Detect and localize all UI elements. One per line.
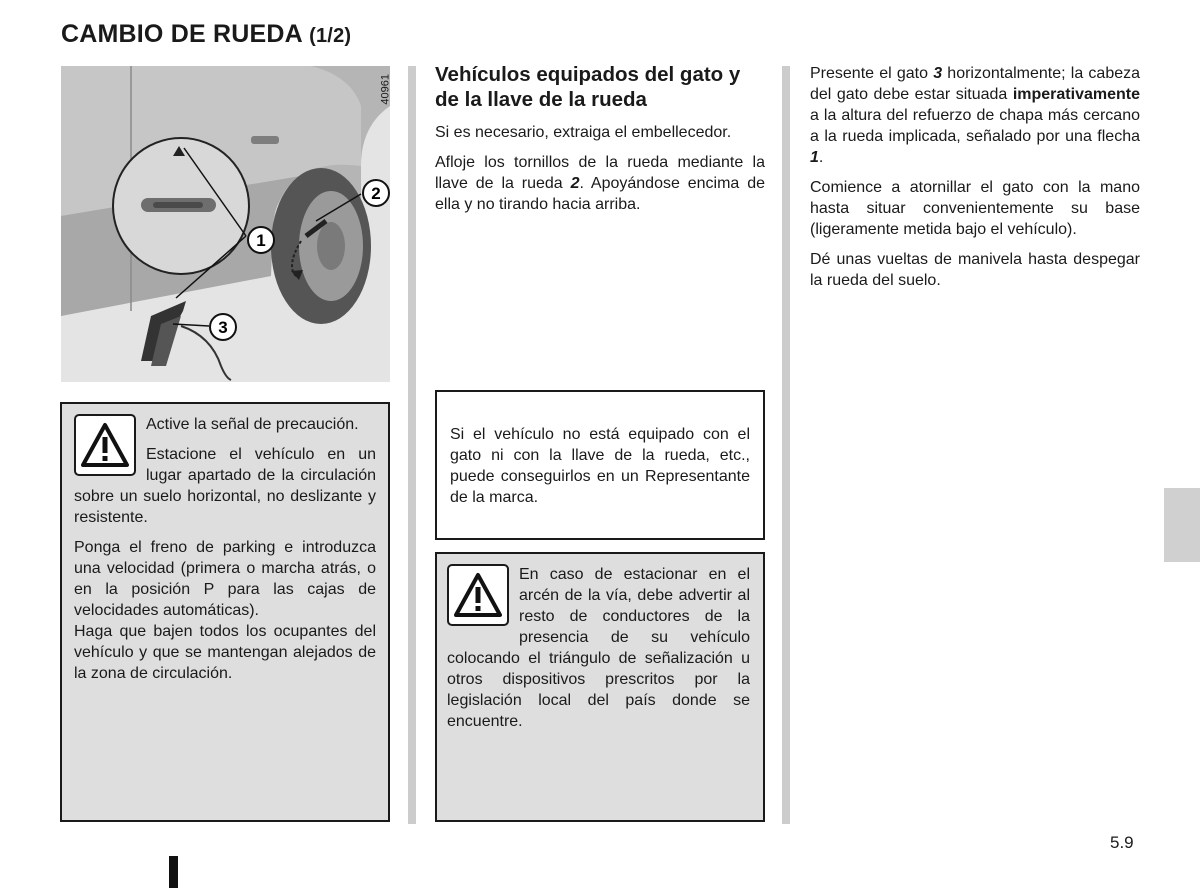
right-p1-ref1: 3 xyxy=(933,65,943,82)
callout-2-label: 2 xyxy=(371,184,381,203)
middle-p1: Si es necesario, extraiga el embellecedor. xyxy=(435,124,732,141)
page-title-part: (1/2) xyxy=(309,25,352,47)
chapter-tab xyxy=(1164,488,1200,562)
right-p2: Comience a atornillar el gato con la mano hasta situar convenientemente su base (ligeramente metida bajo el vehículo). xyxy=(810,179,1140,238)
page-number: 5.9 xyxy=(1110,833,1134,852)
left-warning-p3: Ponga el freno de parking e introduzca una velocidad (primera o marcha atrás, o en la posición P para las cajas de velocidades automáticas). xyxy=(74,539,376,619)
warning-triangle-icon xyxy=(447,564,509,626)
right-p1-text-b: horizontalmente; la cabeza del gato debe estar situada xyxy=(810,65,1141,103)
left-warning-p4: Haga que bajen todos los ocupantes del vehículo y que se mantengan alejados de la zona de circulación. xyxy=(74,623,376,682)
right-p1 xyxy=(810,63,1140,168)
middle-p2-text-a: Afloje los tornillos de la rueda mediante la llave de la rueda xyxy=(435,154,765,192)
note-text: Si el vehículo no está equipado con el gato ni con la llave de la rueda, etc., puede conseguirlos en un Representante de la marca. xyxy=(450,426,750,506)
left-warning-p2: Estacione el vehículo en un lugar apartado de la circulación sobre un suelo horizontal, no deslizante y resistente. xyxy=(74,446,376,526)
column-divider-right xyxy=(782,66,790,824)
middle-p2-ref: 2 xyxy=(570,175,580,192)
figure-number: 40961 xyxy=(380,74,392,105)
callout-1-label: 1 xyxy=(256,231,266,250)
jack-placement-figure xyxy=(61,66,390,382)
middle-p2-text-b: . Apoyándose encima de ella y no tirando hacia arriba. xyxy=(435,175,766,213)
middle-text xyxy=(435,122,765,224)
column-divider-left xyxy=(408,66,416,824)
note-box xyxy=(435,390,765,540)
right-p1-text-d: . xyxy=(818,149,824,166)
middle-warning-box xyxy=(435,552,765,822)
left-warning-p1: Active la señal de precaución. xyxy=(146,416,359,433)
page-title-text: CAMBIO DE RUEDA xyxy=(61,20,302,48)
right-p1-bold: imperativamente xyxy=(1012,86,1140,103)
callout-1 xyxy=(248,227,274,253)
callout-3-label: 3 xyxy=(218,318,228,337)
middle-p2 xyxy=(435,152,765,215)
print-mark xyxy=(169,856,178,888)
right-p1-ref2: 1 xyxy=(810,149,819,166)
right-p3: Dé unas vueltas de manivela hasta despegar la rueda del suelo. xyxy=(810,251,1140,289)
section-heading: Vehículos equipados del gato y de la llave de la rueda xyxy=(435,63,741,111)
left-warning-box xyxy=(60,402,390,822)
car-rear-illustration xyxy=(61,66,390,382)
callout-2 xyxy=(363,180,389,206)
right-text xyxy=(810,63,1140,300)
middle-warning-text: En caso de estacionar en el arcén de la vía, debe advertir al resto de conductores de la presencia de su vehículo colocando el triángulo de señalización u otros dispositivos prescritos por la legislación local del país donde se encuentre. xyxy=(447,566,750,730)
page-title xyxy=(61,20,351,49)
right-p1-text-a: Presente el gato xyxy=(810,65,934,82)
warning-triangle-icon xyxy=(74,414,136,476)
callout-3 xyxy=(210,314,236,340)
right-p1-text-c: a la altura del refuerzo de chapa más cercano a la rueda implicada, señalado por una flecha xyxy=(810,107,1140,145)
